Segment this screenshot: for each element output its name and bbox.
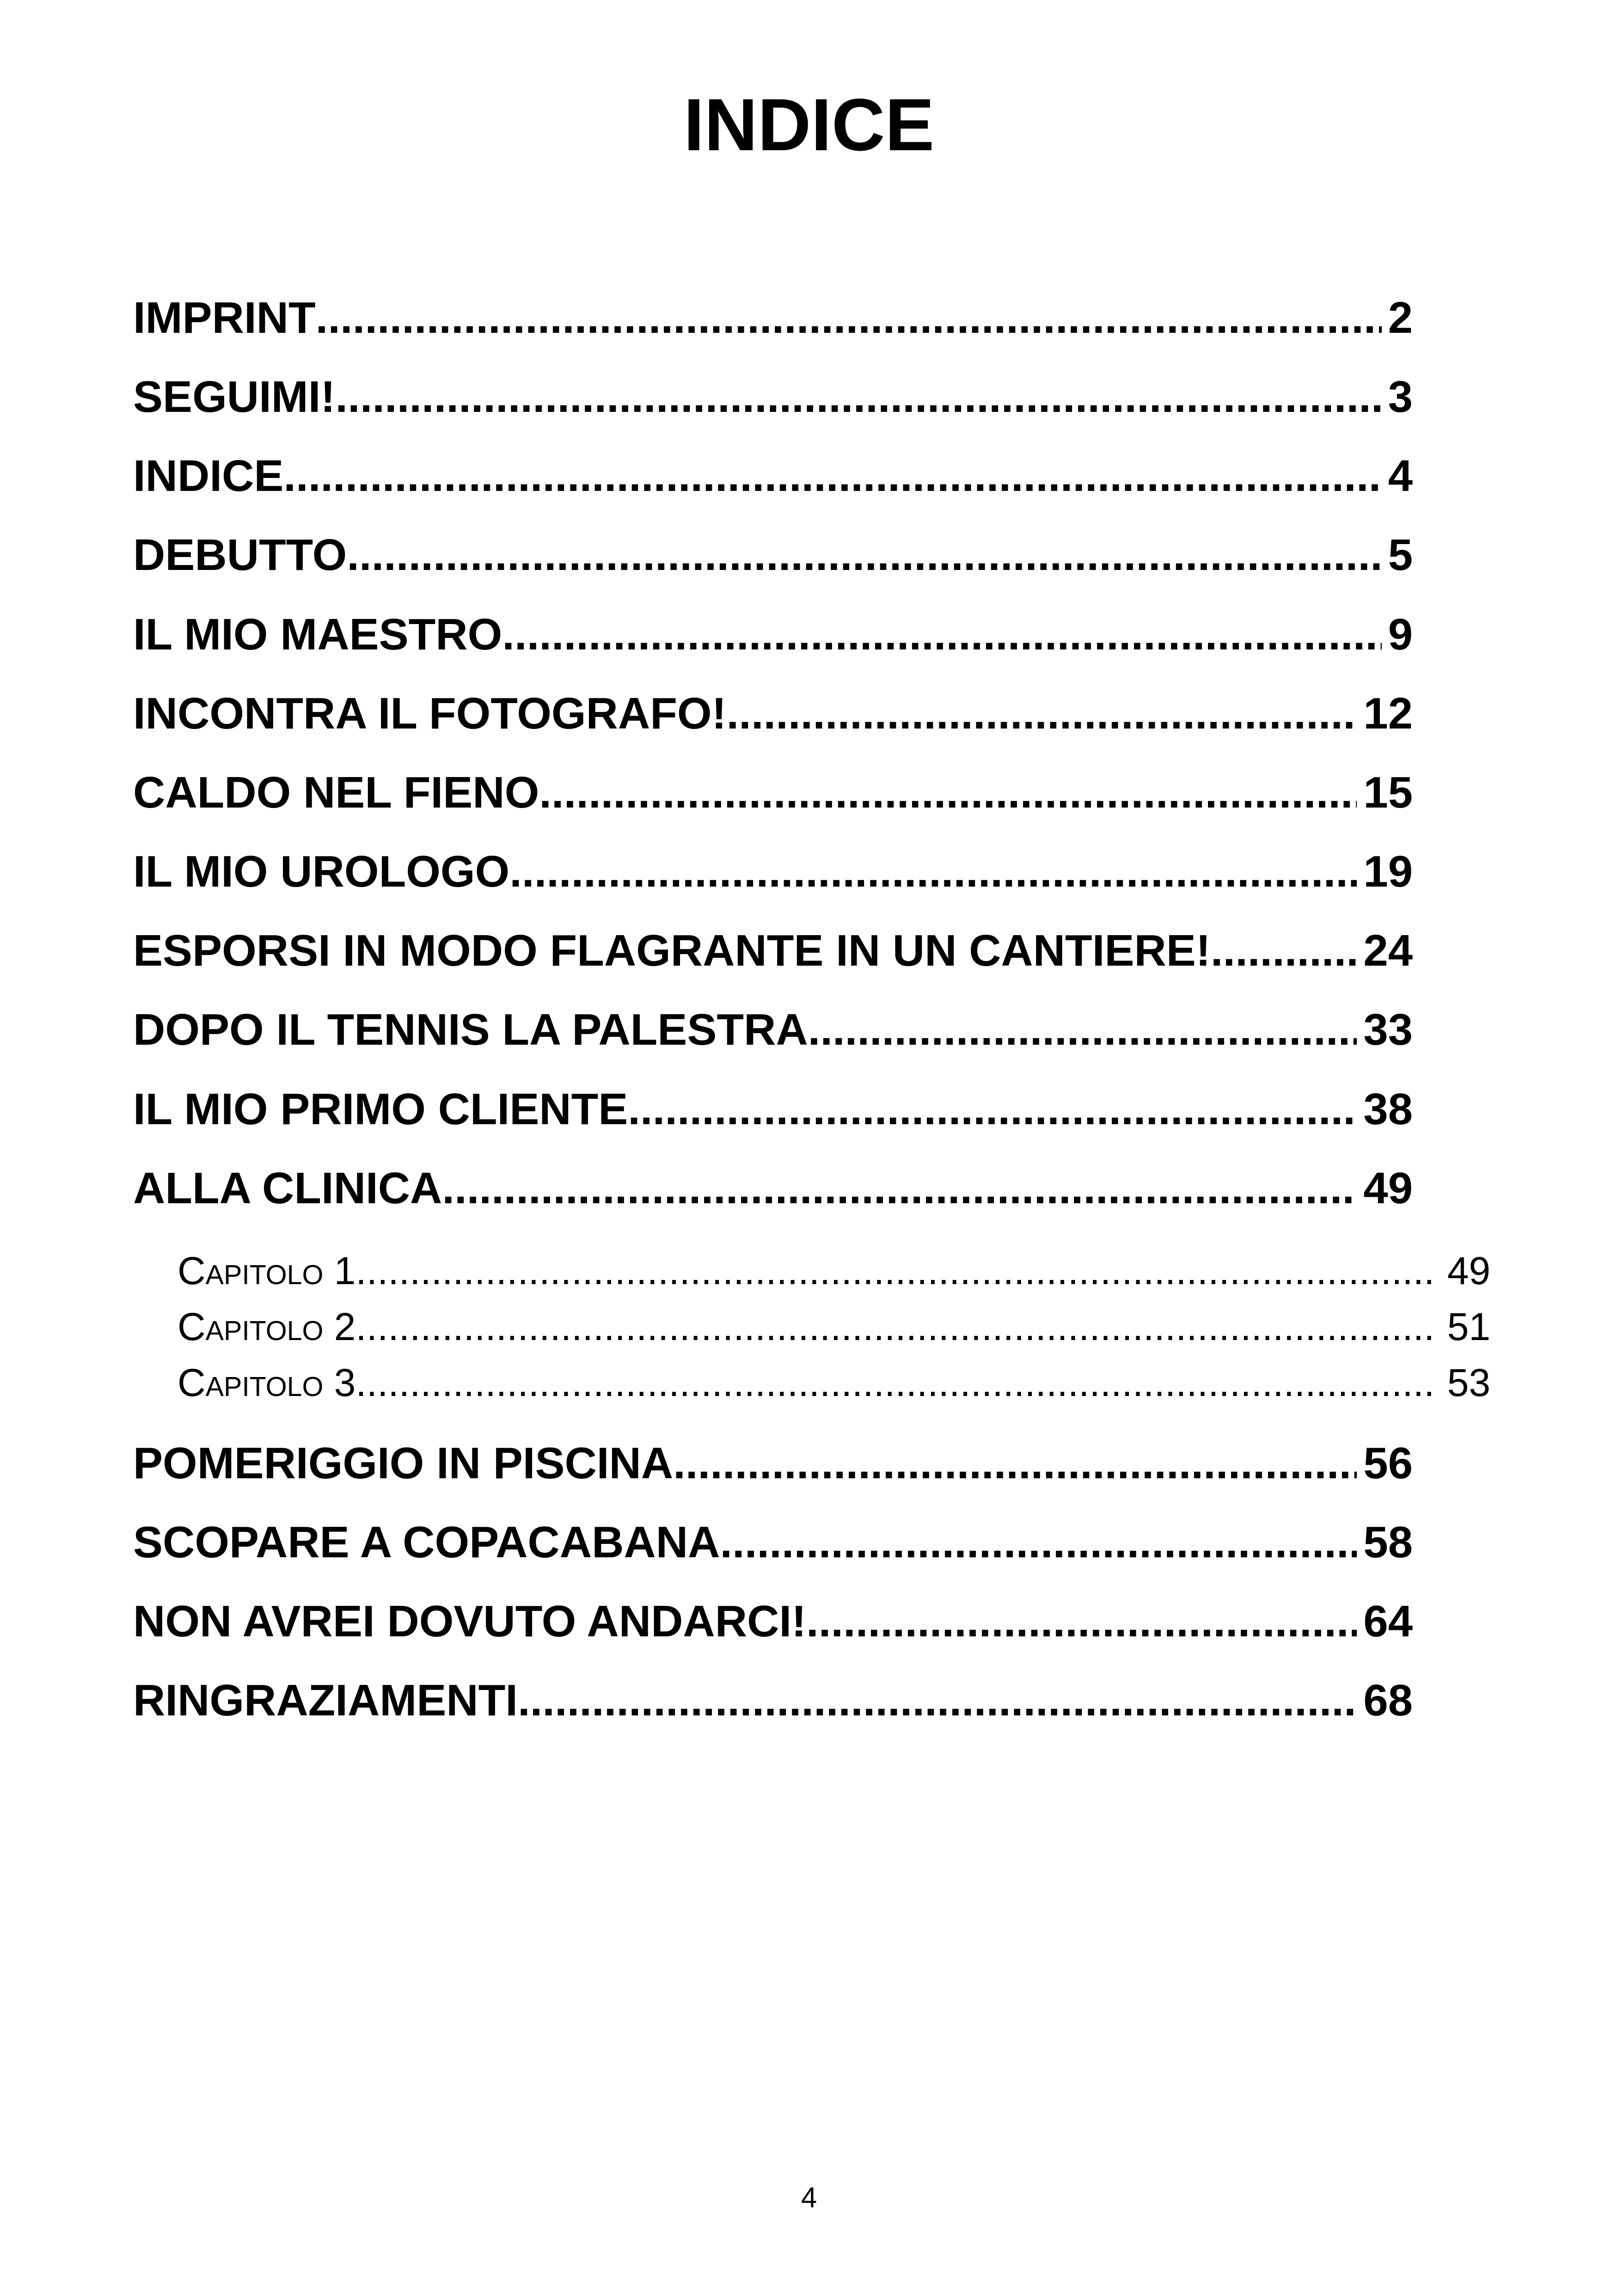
toc-entry-non-avrei-dovuto-andarci[interactable] — [133, 1594, 1413, 1649]
toc-page-number: 58 — [1363, 1518, 1413, 1567]
toc-dot-leader — [316, 290, 1382, 346]
toc-dot-leader — [726, 686, 1357, 741]
page-number-footer: 4 — [801, 2182, 817, 2214]
toc-subentry-label: Capitolo 1 — [178, 1249, 356, 1292]
toc-entry-il-mio-maestro[interactable] — [133, 607, 1413, 662]
toc-dot-leader — [1211, 923, 1357, 979]
toc-page-number: 15 — [1363, 768, 1413, 817]
toc-dot-leader — [502, 607, 1381, 662]
toc-entry-debutto[interactable] — [133, 527, 1413, 583]
toc-page-number: 3 — [1388, 372, 1413, 422]
toc-page-number: 49 — [1447, 1249, 1490, 1292]
toc-page-number: 19 — [1363, 847, 1413, 896]
toc-dot-leader — [539, 765, 1357, 820]
toc-page-number: 5 — [1388, 530, 1413, 580]
toc-page-number: 4 — [1388, 451, 1413, 501]
toc-subentry-capitolo-1[interactable] — [178, 1245, 1490, 1296]
toc-entry-il-mio-primo-cliente[interactable] — [133, 1082, 1413, 1137]
toc-entry-label: IL MIO UROLOGO — [133, 847, 510, 896]
toc-entry-label: DOPO IL TENNIS LA PALESTRA — [133, 1005, 808, 1054]
toc-page-number: 68 — [1363, 1676, 1413, 1725]
toc-entry-label: ESPORSI IN MODO FLAGRANTE IN UN CANTIERE! — [133, 926, 1211, 975]
toc-entry-ringraziamenti[interactable] — [133, 1673, 1413, 1728]
toc-entry-incontra-il-fotografo[interactable] — [133, 686, 1413, 741]
toc-dot-leader — [347, 527, 1381, 583]
toc-page-number: 56 — [1363, 1439, 1413, 1488]
toc-dot-leader — [720, 1515, 1357, 1570]
toc-dot-leader — [479, 1161, 1357, 1216]
toc-subentry-capitolo-3[interactable] — [178, 1357, 1490, 1408]
toc-dot-leader — [355, 1245, 1436, 1296]
toc-entry-imprint[interactable] — [133, 290, 1413, 346]
toc-entry-label: ALLA CLINICA... — [133, 1163, 479, 1213]
toc-dot-leader — [806, 1594, 1357, 1649]
toc-page-number: 33 — [1363, 1005, 1413, 1054]
toc-entry-label: IL MIO PRIMO CLIENTE — [133, 1084, 628, 1134]
toc-entry-esporsi-in-modo-flagrante[interactable] — [133, 923, 1413, 979]
toc-dot-leader — [509, 844, 1357, 900]
toc-page-number: 49 — [1363, 1163, 1413, 1213]
toc-subentry-label: Capitolo 2 — [178, 1305, 356, 1348]
toc-page-number: 12 — [1363, 689, 1413, 738]
toc-dot-leader — [673, 1436, 1357, 1491]
toc-entry-label: CALDO NEL FIENO — [133, 768, 539, 817]
toc-entry-label: DEBUTTO — [133, 530, 347, 580]
toc-page-number: 51 — [1447, 1305, 1490, 1348]
toc-page-number: 38 — [1363, 1084, 1413, 1134]
toc-entry-caldo-nel-fieno[interactable] — [133, 765, 1413, 820]
toc-entry-label: IL MIO MAESTRO — [133, 610, 503, 659]
toc-subentry-label: Capitolo 3 — [178, 1361, 356, 1404]
toc-entry-label: SEGUIMI! — [133, 372, 336, 422]
toc-entry-label: INCONTRA IL FOTOGRAFO! — [133, 689, 727, 738]
toc-entry-label: RINGRAZIAMENTI — [133, 1676, 518, 1725]
toc-page-number: 64 — [1363, 1597, 1413, 1646]
toc-page-number: 24 — [1363, 926, 1413, 975]
toc-dot-leader — [283, 448, 1381, 504]
toc-dot-leader — [518, 1673, 1357, 1728]
toc-page-number: 2 — [1388, 293, 1413, 343]
toc-dot-leader — [355, 1301, 1436, 1352]
toc-dot-leader — [355, 1357, 1436, 1408]
toc-entry-label: POMERIGGIO IN PISCINA — [133, 1439, 674, 1488]
toc-subentry-capitolo-2[interactable] — [178, 1301, 1490, 1352]
toc-entry-il-mio-urologo[interactable] — [133, 844, 1413, 900]
toc-entry-label: IMPRINT — [133, 293, 316, 343]
toc-entry-alla-clinica[interactable] — [133, 1161, 1413, 1216]
toc-entry-label: INDICE — [133, 451, 284, 501]
toc-entry-pomeriggio-in-piscina[interactable] — [133, 1436, 1413, 1491]
toc-entry-scopare-a-copacabana[interactable] — [133, 1515, 1413, 1570]
toc-dot-leader — [808, 1002, 1357, 1058]
page-title: INDICE — [683, 83, 935, 166]
toc-page-number: 53 — [1447, 1361, 1490, 1404]
toc-entry-indice[interactable] — [133, 448, 1413, 504]
toc-entry-label: NON AVREI DOVUTO ANDARCI! — [133, 1597, 807, 1646]
toc-page-number: 9 — [1388, 610, 1413, 659]
toc-entry-seguimi[interactable] — [133, 369, 1413, 425]
toc-entry-dopo-il-tennis[interactable] — [133, 1002, 1413, 1058]
toc-dot-leader — [335, 369, 1381, 425]
toc-dot-leader — [628, 1082, 1357, 1137]
toc-entry-label: SCOPARE A COPACABANA — [133, 1518, 720, 1567]
